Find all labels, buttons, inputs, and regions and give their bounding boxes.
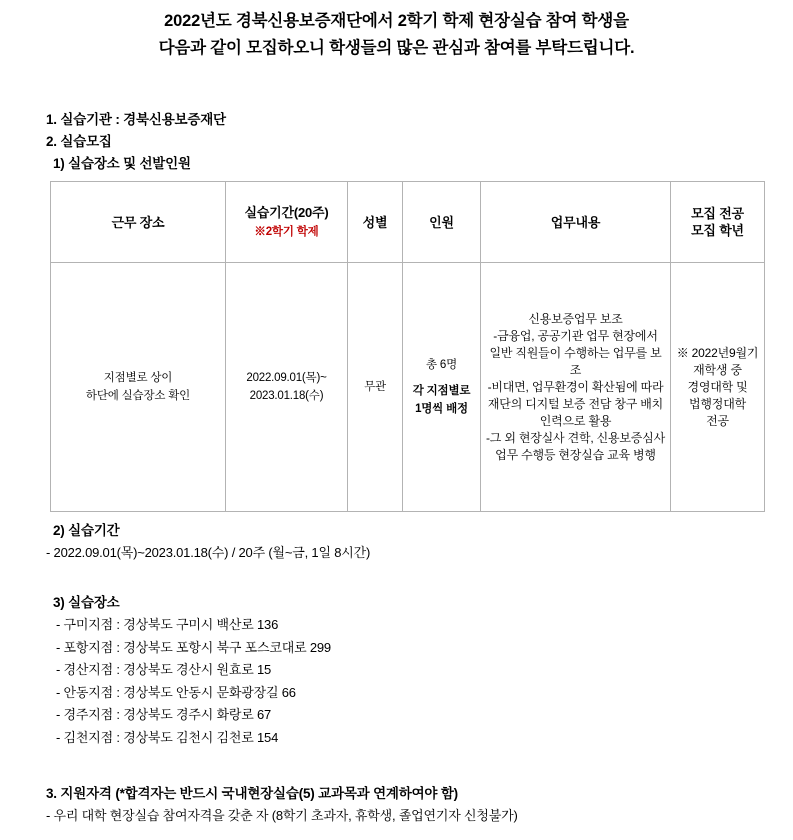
section-2-heading: 2. 실습모집 (46, 134, 112, 149)
cell-place (51, 263, 226, 512)
spacer-1 (46, 564, 763, 592)
column-header-major-line-1: 모집 전공 (691, 206, 744, 221)
cell-place-line-1: 지점별로 상이 (103, 372, 173, 384)
column-header-count: 인원 (403, 182, 481, 263)
list-item: - 안동지점 : 경상북도 안동시 문화광장길 66 (56, 684, 296, 700)
cell-gender-value: 무관 (364, 381, 386, 393)
section-2-2-detail: - 2022.09.01(목)~2023.01.18(수) / 20주 (월~금, 1일 8시간) (46, 545, 371, 560)
cell-duty-line-4: -비대면, 업무환경이 확산됨에 따라 (487, 379, 664, 394)
list-item: - 포항지점 : 경상북도 포항시 북구 포스코대로 299 (56, 639, 331, 655)
cell-duty-line-8: 업무 수행등 현장실습 교육 병행 (495, 447, 656, 462)
cell-place-line-2: 하단에 실습장소 확인 (85, 390, 191, 402)
cell-major-line-3: 경영대학 및 (687, 379, 748, 394)
cell-major-line-1: ※ 2022년9월기 (676, 345, 759, 360)
section-3-heading: 3. 지원자격 (*합격자는 반드시 국내현장실습(5) 교과목과 연계하여야 함) (46, 786, 458, 801)
section-2-3-heading: 3) 실습장소 (53, 595, 120, 610)
section-3-detail: - 우리 대학 현장실습 참여자격을 갖춘 자 (8학기 초과자, 휴학생, 졸업연기자 신청불가) (46, 808, 518, 823)
cell-major-line-2: 재학생 중 (693, 362, 742, 377)
cell-duty-line-5: 재단의 디지털 보증 전담 창구 배치 (487, 396, 664, 411)
list-item: - 구미지점 : 경상북도 구미시 백산로 136 (56, 617, 279, 632)
recruitment-table (50, 181, 765, 512)
cell-major (671, 263, 765, 512)
column-header-period-main: 실습기간(20주) (244, 204, 329, 220)
column-header-duty: 업무내용 (481, 182, 671, 263)
cell-period (226, 263, 348, 512)
section-1-heading: 1. 실습기관 : 경북신용보증재단 (46, 112, 226, 127)
list-item: - 경주지점 : 경상북도 경주시 화랑로 67 (56, 707, 272, 722)
section-2-2-heading: 2) 실습기간 (53, 523, 120, 538)
cell-duty-line-6: 인력으로 활용 (539, 413, 612, 428)
column-header-period-sub: ※2학기 학제 (254, 225, 319, 238)
cell-period-line-1: 2022.09.01(목)~ (246, 372, 327, 384)
cell-duty-line-3: 일반 직원들이 수행하는 업무를 보조 (489, 345, 662, 377)
cell-count-note-line-2: 1명씩 배정 (415, 403, 468, 415)
table-row (51, 263, 765, 512)
page-title-line-1: 2022년도 경북신용보증재단에서 2학기 학제 현장실습 참여 학생을 (164, 12, 629, 30)
content-body (0, 109, 793, 827)
column-header-period (226, 182, 348, 263)
cell-major-line-4: 법행정대학 (689, 396, 746, 411)
cell-count (403, 263, 481, 512)
cell-major-line-5: 전공 (706, 413, 729, 428)
list-item: - 경산지점 : 경상북도 경산시 원효로 15 (56, 662, 272, 677)
cell-count-total: 총 6명 (425, 359, 457, 371)
list-item: - 김천지점 : 경상북도 김천시 김천로 154 (56, 729, 279, 745)
cell-count-note-line-1: 각 지점별로 (412, 385, 471, 397)
table-header-row (51, 182, 765, 263)
cell-duty-line-1: 신용보증업무 보조 (528, 311, 623, 326)
section-2-1-heading: 1) 실습장소 및 선발인원 (53, 156, 191, 171)
column-header-major (671, 182, 765, 263)
cell-duty-line-2: -금융업, 공공기관 업무 현장에서 (493, 328, 658, 343)
cell-duty (481, 263, 671, 512)
spacer-2 (46, 749, 763, 783)
location-list (46, 614, 763, 749)
page-title-line-2: 다음과 같이 모집하오니 학생들의 많은 관심과 참여를 부탁드립니다. (158, 39, 635, 57)
cell-gender (348, 263, 403, 512)
page-title (0, 0, 793, 62)
column-header-major-line-2: 모집 학년 (691, 223, 744, 238)
column-header-place: 근무 장소 (51, 182, 226, 263)
column-header-gender: 성별 (348, 182, 403, 263)
cell-duty-line-7: -그 외 현장실사 견학, 신용보증심사 (486, 430, 665, 445)
cell-period-line-2: 2023.01.18(수) (249, 390, 324, 402)
